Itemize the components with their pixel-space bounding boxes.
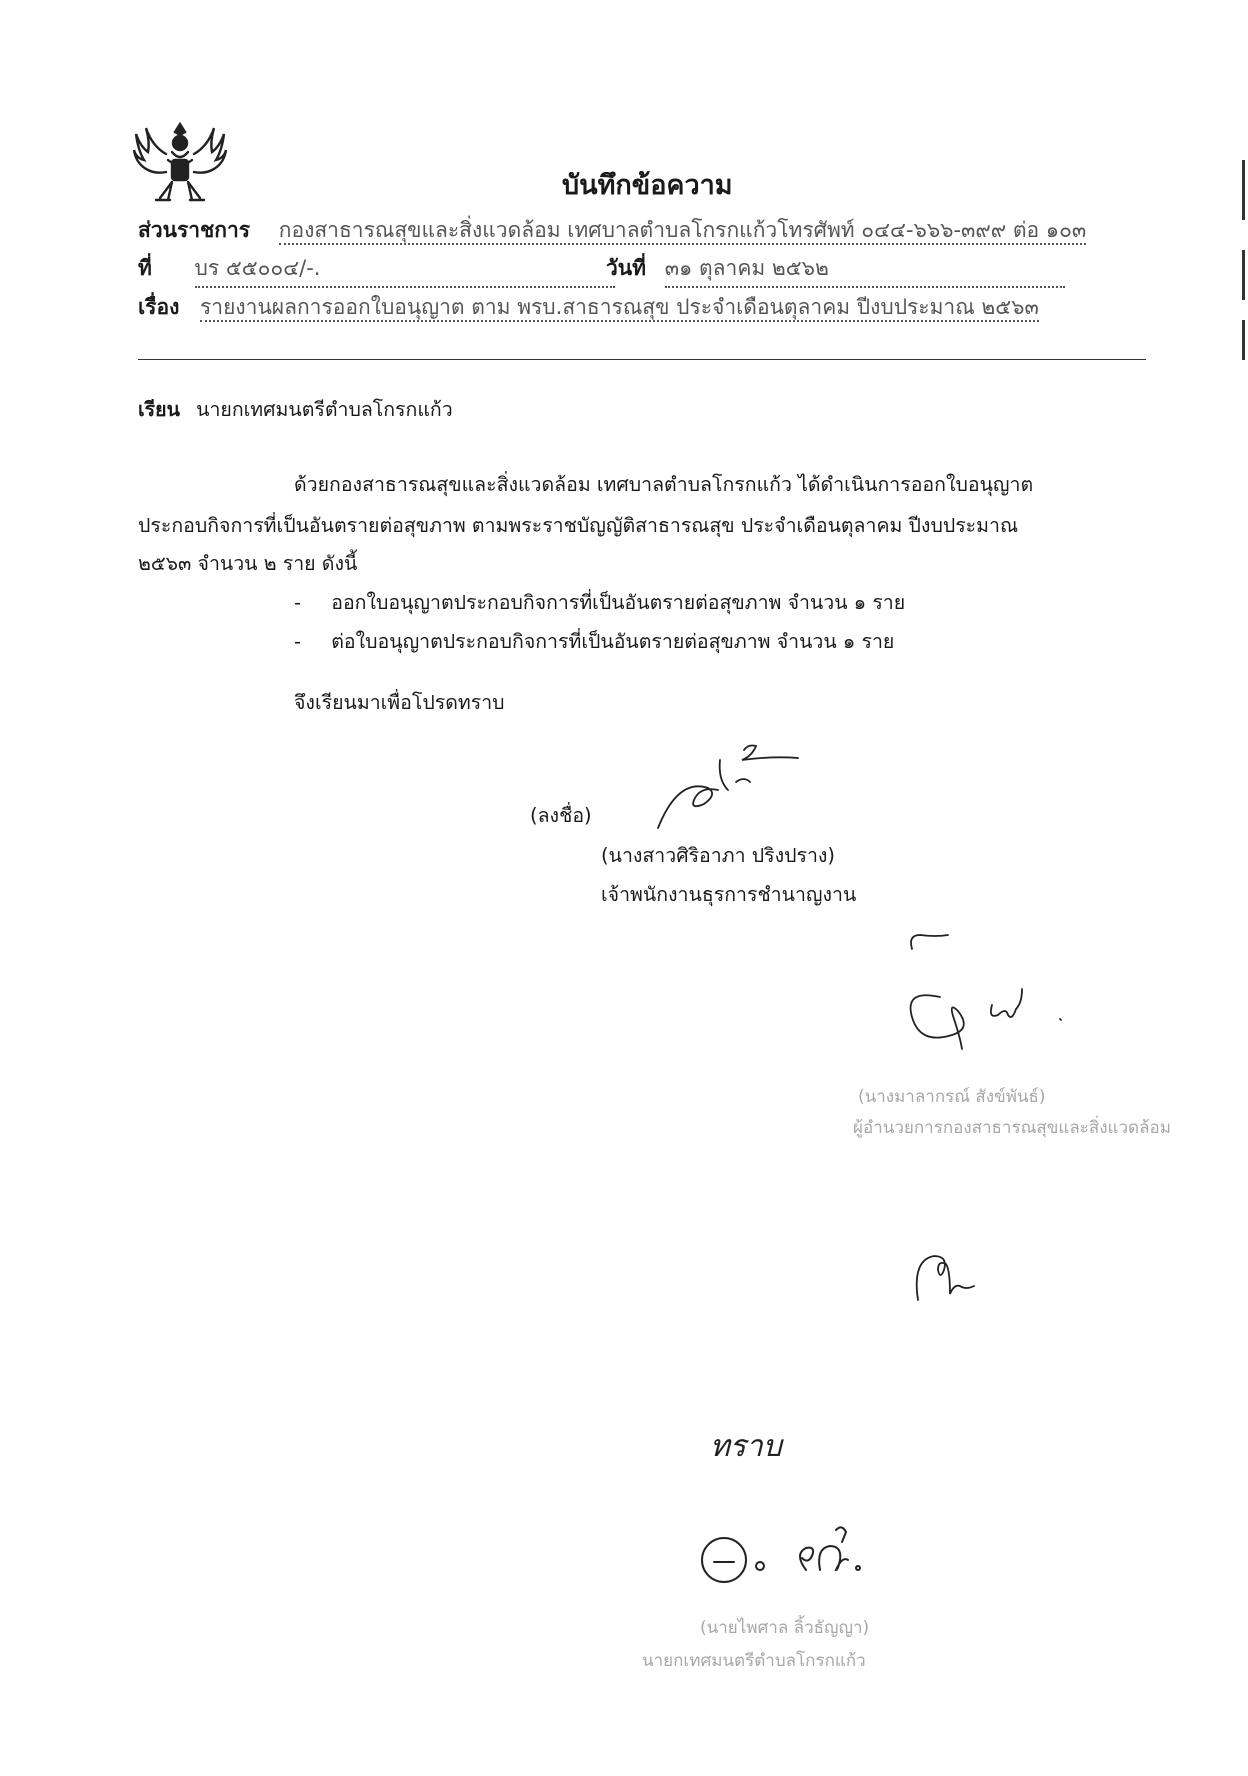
header-divider xyxy=(138,359,1146,360)
list-item xyxy=(294,584,905,622)
sign-label: (ลงชื่อ) xyxy=(530,804,592,827)
salutation xyxy=(138,391,453,429)
list-item-text: ต่อใบอนุญาตประกอบกิจการที่เป็นอันตรายต่อสุขภาพ จำนวน ๑ ราย xyxy=(331,630,895,653)
approver3-name: (นายไพศาล ลิ้วธัญญา) xyxy=(700,1618,870,1638)
scan-edge-mark xyxy=(1242,320,1245,360)
ref-label: ที่ xyxy=(138,256,152,280)
approver3-position: นายกเทศมนตรีตำบลโกรกแก้ว xyxy=(642,1651,866,1671)
signer-name: (นางสาวศิริอาภา ปริงปราง) xyxy=(601,844,836,867)
approver1-name: (นางมาลากรณ์ สังข์พันธ์) xyxy=(858,1087,1046,1107)
bullet-dash: - xyxy=(294,591,302,614)
subject-value: รายงานผลการออกใบอนุญาต ตาม พรบ.สาธารณสุข ประจำเดือนตุลาคม ปีงบประมาณ ๒๕๖๓ xyxy=(200,295,1039,322)
subject-label: เรื่อง xyxy=(138,295,180,319)
handwritten-signature-icon xyxy=(650,740,830,832)
ref-value: บร ๕๕๐๐๔/-. xyxy=(195,252,615,288)
bullet-dash: - xyxy=(294,630,302,653)
approval-signature-icon xyxy=(900,925,1070,1075)
subject-row xyxy=(138,291,1039,324)
department-row xyxy=(138,214,1086,247)
to-label: เรียน xyxy=(138,398,180,421)
paragraph-line-1: ด้วยกองสาธารณสุขและสิ่งแวดล้อม เทศบาลตำบลโกรกแก้ว ได้ดำเนินการออกใบอนุญาต xyxy=(294,473,1034,496)
to-value: นายกเทศมนตรีตำบลโกรกแก้ว xyxy=(196,398,453,421)
list-item-text: ออกใบอนุญาตประกอบกิจการที่เป็นอันตรายต่อสุขภาพ จำนวน ๑ ราย xyxy=(331,591,906,614)
garuda-emblem-icon xyxy=(132,116,228,208)
paragraph-line-3: ๒๕๖๓ จำนวน ๒ ราย ดังนี้ xyxy=(138,552,358,575)
date-label: วันที่ xyxy=(606,256,646,280)
handwritten-ack: ทราบ xyxy=(710,1429,782,1464)
ref-row xyxy=(138,252,615,288)
closing-text: จึงเรียนมาเพื่อโปรดทราบ xyxy=(294,691,505,714)
scan-edge-mark xyxy=(1242,160,1245,220)
paragraph-line-2: ประกอบกิจการที่เป็นอันตรายต่อสุขภาพ ตามพระราชบัญญัติสาธารณสุข ประจำเดือนตุลาคม ปีงบประมาณ xyxy=(138,514,1019,537)
date-row xyxy=(606,252,1065,288)
memo-title: บันทึกข้อความ xyxy=(562,170,733,201)
initial-signature-icon xyxy=(908,1240,998,1310)
approver1-position: ผู้อำนวยการกองสาธารณสุขและสิ่งแวดล้อม xyxy=(853,1118,1171,1138)
department-label: ส่วนราชการ xyxy=(138,218,251,242)
handwritten-date-icon xyxy=(696,1518,886,1588)
scan-edge-mark xyxy=(1242,250,1245,300)
signer-position: เจ้าพนักงานธุรการชำนาญงาน xyxy=(601,883,857,906)
department-value: กองสาธารณสุขและสิ่งแวดล้อม เทศบาลตำบลโกรกแก้วโทรศัพท์ ๐๔๔-๖๖๖-๓๙๙ ต่อ ๑๐๓ xyxy=(279,218,1087,245)
list-item xyxy=(294,623,894,661)
date-value: ๓๑ ตุลาคม ๒๕๖๒ xyxy=(665,252,1065,288)
